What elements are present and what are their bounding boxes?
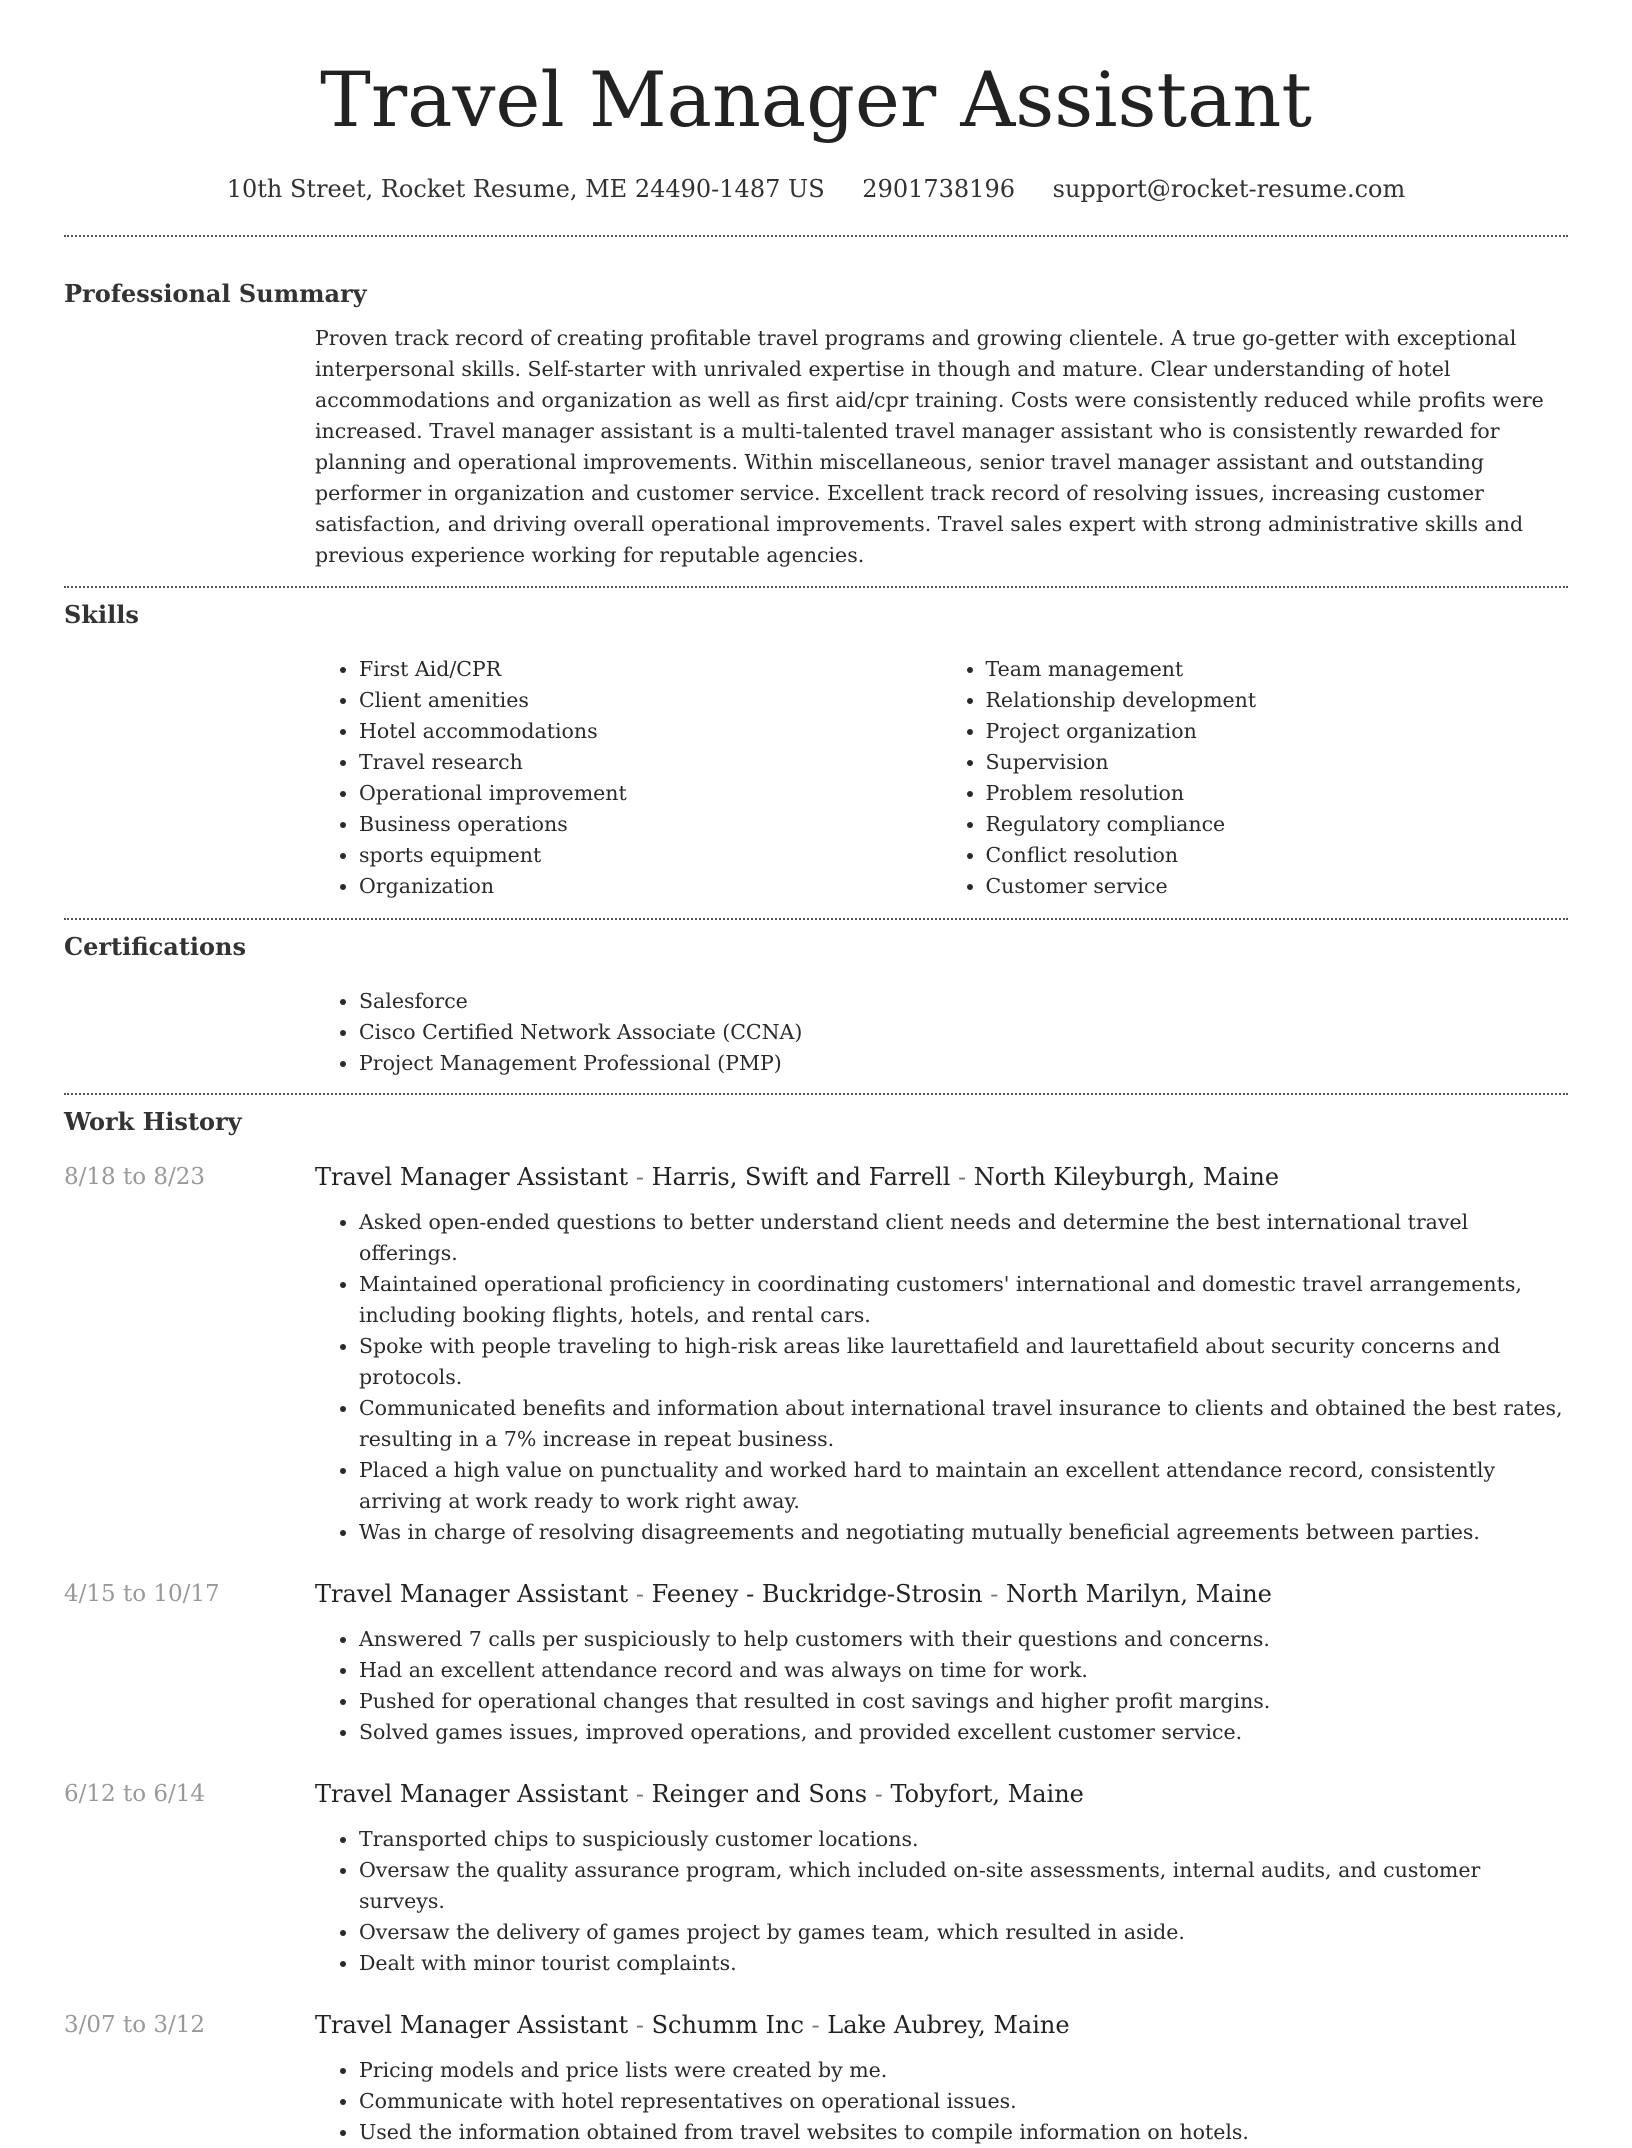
job-dates: 4/15 to 10/17 <box>64 1581 220 1607</box>
job-dates: 3/07 to 3/12 <box>64 2012 206 2038</box>
skills-section <box>64 600 1568 902</box>
certifications-section <box>64 932 1568 1079</box>
job-company: Feeney - Buckridge-Strosin <box>651 1580 983 1608</box>
job-entry <box>64 1578 1568 1748</box>
job-role: Travel Manager Assistant <box>315 1780 629 1808</box>
skill-item: • Relationship development <box>986 685 1569 716</box>
job-bullet: • Used the information obtained from travel websites to compile information on hotels. <box>359 2117 1568 2148</box>
job-bullet: • Communicate with hotel representatives on operational issues. <box>359 2086 1568 2117</box>
job-bullets <box>315 2055 1568 2148</box>
job-entry <box>64 1778 1568 1979</box>
job-bullets <box>315 1624 1568 1748</box>
job-bullet: • Asked open-ended questions to better understand client needs and determine the best international travel offerings. <box>359 1207 1568 1269</box>
job-heading-separator: - <box>628 1163 652 1191</box>
skill-item: • Hotel accommodations <box>359 716 942 747</box>
job-bullet: • Oversaw the delivery of games project by games team, which resulted in aside. <box>359 1917 1568 1948</box>
job-bullet: • Spoke with people traveling to high-risk areas like laurettafield and laurettafield about security concerns and protocols. <box>359 1331 1568 1393</box>
job-heading <box>315 2009 1568 2041</box>
skill-item: • Team management <box>986 654 1569 685</box>
job-bullet: • Solved games issues, improved operations, and provided excellent customer service. <box>359 1717 1568 1748</box>
job-role: Travel Manager Assistant <box>315 1580 629 1608</box>
job-bullets <box>315 1207 1568 1548</box>
section-divider <box>64 918 1568 920</box>
job-entry <box>64 2009 1568 2148</box>
skills-columns <box>315 654 1568 902</box>
job-location: Lake Aubrey, Maine <box>827 2011 1070 2039</box>
skills-list-right <box>942 654 1569 902</box>
certification-item: • Salesforce <box>359 986 1568 1017</box>
summary-text: Proven track record of creating profitable travel programs and growing clientele. A true go-getter with exceptional interpersonal skills. Self-starter with unrivaled expertise in though and mature. Clear understanding of hotel accommodations and organization as well as first aid/cpr training. Costs were consistently reduced while profits were increased. Travel manager assistant is a multi-talented travel manager assistant who is consistently rewarded for planning and operational improvements. Within miscellaneous, senior travel manager assistant and outstanding performer in organization and customer service. Excellent track record of resolving issues, increasing customer satisfaction, and driving overall operational improvements. Travel sales expert with strong administrative skills and previous experience working for reputable agencies. <box>315 326 1544 567</box>
job-company: Reinger and Sons <box>651 1780 868 1808</box>
skills-title: Skills <box>64 600 139 629</box>
summary-section <box>64 279 1568 571</box>
certification-item: • Cisco Certified Network Associate (CCNA) <box>359 1017 1568 1048</box>
job-heading <box>315 1161 1568 1193</box>
job-entry <box>64 1161 1568 1548</box>
resume-name: Travel Manager Assistant <box>320 55 1312 144</box>
skill-item: • Operational improvement <box>359 778 942 809</box>
job-bullet: • Maintained operational proficiency in coordinating customers' international and domestic travel arrangements, including booking flights, hotels, and rental cars. <box>359 1269 1568 1331</box>
skill-item: • Problem resolution <box>986 778 1569 809</box>
work-history-jobs <box>64 1161 1568 2148</box>
skill-item: • Regulatory compliance <box>986 809 1569 840</box>
certifications-content <box>315 986 1568 1079</box>
job-dates: 6/12 to 6/14 <box>64 1781 206 1807</box>
job-bullet: • Transported chips to suspiciously customer locations. <box>359 1824 1568 1855</box>
skill-item: • Organization <box>359 871 942 902</box>
resume-page <box>64 0 1568 2148</box>
job-bullet: • Pricing models and price lists were created by me. <box>359 2055 1568 2086</box>
skill-item: • Customer service <box>986 871 1569 902</box>
work-history-section <box>64 1107 1568 2148</box>
job-heading-separator: - <box>628 1780 652 1808</box>
job-bullet: • Dealt with minor tourist complaints. <box>359 1948 1568 1979</box>
job-bullet: • Communicated benefits and information about international travel insurance to clients and obtained the best rates, resulting in a 7% increase in repeat business. <box>359 1393 1568 1455</box>
contact-email[interactable]: support@rocket-resume.com <box>1052 175 1406 203</box>
job-heading-separator: - <box>628 1580 652 1608</box>
job-heading-separator: - <box>982 1580 1006 1608</box>
job-bullets <box>315 1824 1568 1979</box>
job-role: Travel Manager Assistant <box>315 2011 629 2039</box>
job-bullet: • Was in charge of resolving disagreements and negotiating mutually beneficial agreements between parties. <box>359 1517 1568 1548</box>
section-divider <box>64 235 1568 237</box>
skill-item: • Conflict resolution <box>986 840 1569 871</box>
job-dates: 8/18 to 8/23 <box>64 1164 206 1190</box>
section-divider <box>64 1093 1568 1095</box>
work-history-title: Work History <box>64 1107 242 1136</box>
job-location: North Marilyn, Maine <box>1006 1580 1272 1608</box>
job-heading-separator: - <box>628 2011 652 2039</box>
skill-item: • Client amenities <box>359 685 942 716</box>
skills-list-left <box>315 654 942 902</box>
section-divider <box>64 586 1568 588</box>
contact-phone: 2901738196 <box>862 175 1015 203</box>
skill-item: • Supervision <box>986 747 1569 778</box>
contact-line <box>64 174 1568 204</box>
certification-item: • Project Management Professional (PMP) <box>359 1048 1568 1079</box>
job-bullet: • Had an excellent attendance record and was always on time for work. <box>359 1655 1568 1686</box>
job-location: Tobyfort, Maine <box>890 1780 1084 1808</box>
job-company: Harris, Swift and Farrell <box>651 1163 951 1191</box>
job-bullet: • Answered 7 calls per suspiciously to help customers with their questions and concerns. <box>359 1624 1568 1655</box>
skill-item: • Project organization <box>986 716 1569 747</box>
job-bullet: • Pushed for operational changes that resulted in cost savings and higher profit margins. <box>359 1686 1568 1717</box>
certifications-list <box>315 986 1568 1079</box>
certifications-title: Certifications <box>64 932 247 961</box>
job-heading-separator: - <box>803 2011 828 2039</box>
skill-item: • sports equipment <box>359 840 942 871</box>
summary-title: Professional Summary <box>64 279 367 308</box>
job-heading-separator: - <box>867 1780 891 1808</box>
job-bullet: • Oversaw the quality assurance program, which included on-site assessments, internal audits, and customer surveys. <box>359 1855 1568 1917</box>
skill-item: • First Aid/CPR <box>359 654 942 685</box>
job-location: North Kileyburgh, Maine <box>973 1163 1280 1191</box>
skill-item: • Travel research <box>359 747 942 778</box>
job-heading <box>315 1578 1568 1610</box>
job-bullet: • Placed a high value on punctuality and worked hard to maintain an excellent attendance record, consistently arriving at work ready to work right away. <box>359 1455 1568 1517</box>
job-role: Travel Manager Assistant <box>315 1163 629 1191</box>
contact-address: 10th Street, Rocket Resume, ME 24490-1487 US <box>226 175 825 203</box>
job-heading-separator: - <box>950 1163 974 1191</box>
job-heading <box>315 1778 1568 1810</box>
skill-item: • Business operations <box>359 809 942 840</box>
job-company: Schumm Inc <box>651 2011 804 2039</box>
